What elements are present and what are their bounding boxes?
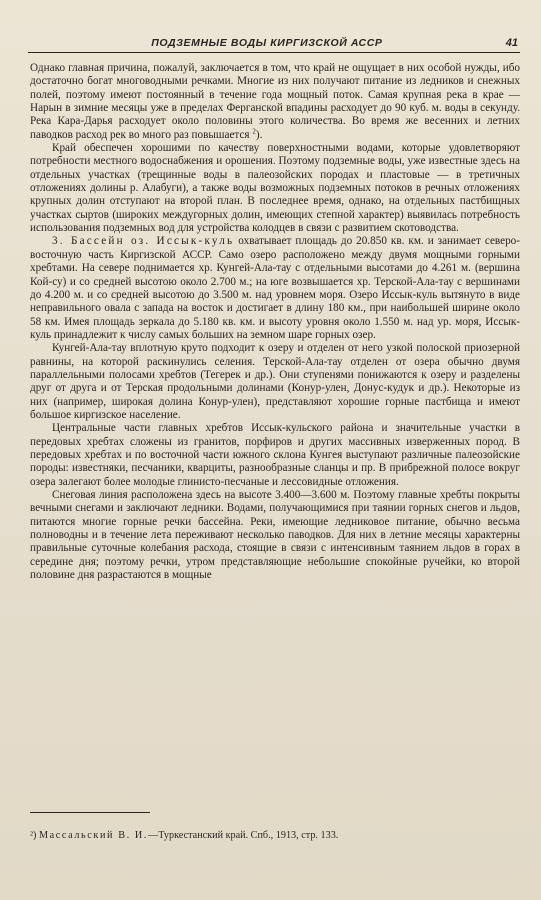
paragraph-2: Край обеспечен хорошими по качеству поверхностными водами, которые удовлетворяют потребности местного водоснабжения и орошения. Поэтому подземные воды, уже известные здесь на отдельных участках (трещинные воды в палеозойских породах и пластовые — в третичных отложениях долины р. Алабуги), а также воды возможных подземных потоков в речных отложениях крупных долин отступают на второй план. В последнее время, однако, на отдельных пастбищных участках сыртов (широких междугорных долин, имеющих степной характер) выявилась потребность использования подземных вод для устройства колодцев в связи с развитием скотоводства. bbox=[30, 142, 520, 235]
footnote-reference: 2 bbox=[252, 126, 256, 135]
paragraph-1: Однако главная причина, пожалуй, заключается в том, что край не ощущает в них особой нужды, ибо достаточно богат многоводными речками. Многие из них получают питание из ледников и снежных полей, поэтому имеют постоянный в течение года мощный поток. Самая крупная река в крае — Нарын в зимние месяцы уже в пределах Ферганской впадины расходует до 90 куб. м. воды в секунду. Река Кара-Дарья расходует около половины этого количества. Во время же весенних и летних паводков расход рек во много раз повышается $^2$). bbox=[30, 62, 520, 141]
paragraph-1-text: Однако главная причина, пожалуй, заключается в том, что край не ощущает в них особой нужды, ибо достаточно богат многоводными речками. Многие из них получают питание из ледников и снежных полей, поэтому имеют постоянный в течение года мощный поток. Самая крупная река в крае — Нарын в зимние месяцы уже в пределах Ферганской впадины расходует до 90 куб. м. воды в секунду. Река Кара-Дарья расходует около половины этого количества. Во время же весенних и летних паводков расход рек во много раз повышается bbox=[30, 62, 520, 141]
page-number: 41 bbox=[505, 37, 518, 49]
footnote-divider bbox=[30, 812, 150, 813]
body-text bbox=[30, 62, 520, 582]
section-heading: 3. Бассейн оз. Иссык-куль bbox=[52, 235, 235, 248]
paragraph-4: Кунгей-Ала-тау вплотную круто подходит к озеру и отделен от него узкой полоской приозерной равнины, на которой раскинулись селения. Терской-Ала-тау отделен от озера обычно двумя параллельными полосами хребтов (Тегерек и др.). Они ступенями понижаются к озеру и разделены друг от друга и от Терская продольными долинами (Конур-улен, Донус-кудук и др.). Некоторые из них (например, широкая долина Конур-улен), представляют хорошие горные пастбища и имеют большое киргизское население. bbox=[30, 342, 520, 421]
paragraph-6: Снеговая линия расположена здесь на высоте 3.400—3.600 м. Поэтому главные хребты покрыты вечными снегами и заключают ледники. Водами, получающимися при таянии горных снегов и льдов, питаются многие горные речки бассейна. Реки, имеющие ледниковое питание, обычно весьма полноводны и в течение лета переживают несколько паводков. Для них в летние месяцы характерны правильные суточные колебания расхода, стоящие в связи с интенсивным таянием льдов в горах в середине дня; поэтому речки, утром представляющие небольшие спокойные ручейки, ко второй половине дня разрастаются в мощные bbox=[30, 489, 520, 582]
footnote-author: Массальский В. И. bbox=[39, 830, 149, 841]
footnote-marker: ²) bbox=[30, 830, 37, 841]
paragraph-5: Центральные части главных хребтов Иссык-кульского района и значительные участки в передовых хребтах сложены из гранитов, порфиров и других массивных изверженных пород. В передовых хребтах и по восточной части южного склона Кунгея выступают различные палеозойские породы: известняки, песчаники, кварциты, разнообразные сланцы и пр. В прибрежной полосе вокруг озера залегают более молодые глинисто-песчаные и лессовидные отложения. bbox=[30, 422, 520, 488]
page-header bbox=[28, 30, 520, 53]
paragraph-3 bbox=[30, 235, 520, 342]
paragraph-3-text: охватывает площадь до 20.850 кв. км. и занимает северо-восточную часть Киргизской АССР. Само озеро расположено между двумя мощными горными хребтами. На севере поднимается хр. Кунгей-Ала-тау с отдельными высотами до 4.261 м. (вершина Кой-су) и со средней высотою около 2.700 м.; на юге возвышается хр. Терской-Ала-тау с вершинами до 4.200 м. и со средней высотою до 3.500 м. над уровнем моря. Озеро Иссык-куль вытянуто в виде неправильного овала с запада на восток и достигает в длину 180 км., при наибольшей ширине около 58 км. Имея площадь зеркала до 5.180 кв. км. и высоту уровня около 1.550 м. над ур. моря, Иссык-куль принадлежит к числу самых больших на земном шаре горных озер. bbox=[30, 235, 520, 341]
running-title: ПОДЗЕМНЫЕ ВОДЫ КИРГИЗСКОЙ АССР bbox=[151, 37, 383, 49]
footnote bbox=[30, 830, 520, 842]
footnote-text: —Туркестанский край. Спб., 1913, стр. 133. bbox=[148, 830, 339, 841]
